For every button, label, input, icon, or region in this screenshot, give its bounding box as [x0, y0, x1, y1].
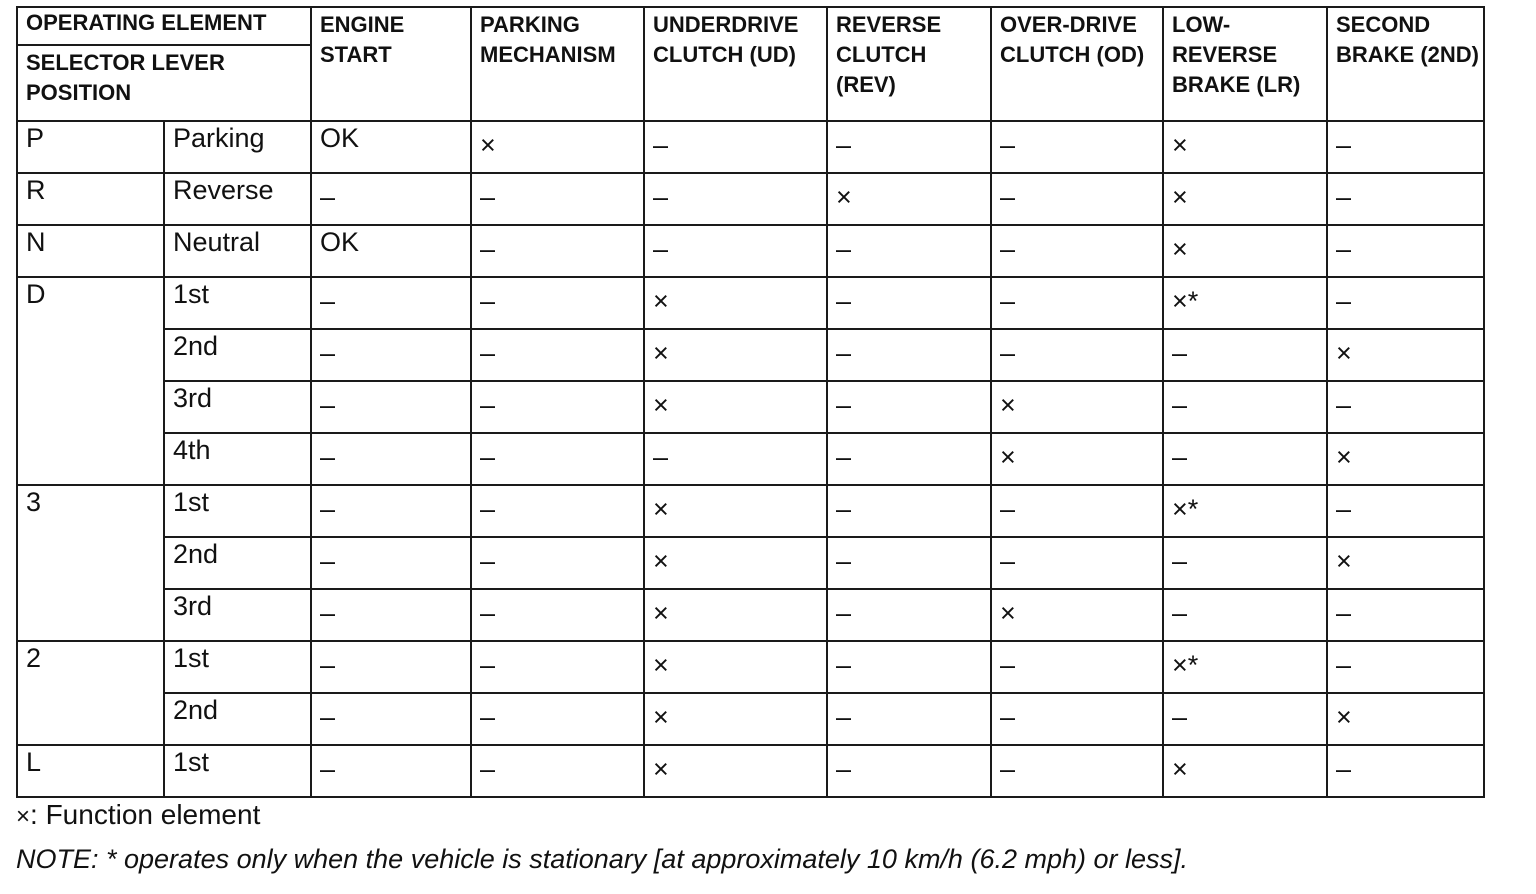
element-status-cell [1327, 121, 1484, 173]
function-element-mark: × [653, 494, 669, 524]
not-applicable-mark: – [1336, 390, 1352, 420]
not-applicable-mark: – [836, 546, 852, 576]
element-status-cell [1163, 173, 1327, 225]
element-status-cell [471, 485, 644, 537]
element-status-cell [311, 329, 471, 381]
not-applicable-mark: – [480, 546, 496, 576]
element-status-cell [644, 537, 827, 589]
element-status-cell [644, 693, 827, 745]
table-row [17, 381, 1484, 433]
element-status-cell [991, 173, 1163, 225]
not-applicable-mark: – [1172, 546, 1188, 576]
element-status-cell [827, 537, 991, 589]
element-status-cell: OK [311, 225, 471, 277]
table-row [17, 225, 1484, 277]
element-status-cell [1163, 537, 1327, 589]
element-status-cell [827, 693, 991, 745]
column-header-parking-mechanism: PARKING MECHANISM [471, 7, 644, 121]
operating-element-header: OPERATING ELEMENT [17, 7, 311, 45]
range-label-cell: 1st [164, 745, 311, 797]
not-applicable-mark: – [1336, 650, 1352, 680]
element-status-cell [311, 485, 471, 537]
element-status-cell [827, 121, 991, 173]
function-element-mark: × [653, 390, 669, 420]
column-header-reverse-clutch: REVERSE CLUTCH (REV) [827, 7, 991, 121]
element-status-cell [644, 381, 827, 433]
not-applicable-mark: – [1336, 494, 1352, 524]
element-status-cell [991, 641, 1163, 693]
element-status-cell [471, 537, 644, 589]
not-applicable-mark: – [480, 754, 496, 784]
not-applicable-mark: – [1336, 182, 1352, 212]
not-applicable-mark: – [1000, 650, 1016, 680]
function-element-mark: × [653, 702, 669, 732]
not-applicable-mark: – [836, 338, 852, 368]
element-status-cell [644, 277, 827, 329]
element-status-cell [827, 485, 991, 537]
element-status-cell [1327, 381, 1484, 433]
not-applicable-mark: – [1172, 338, 1188, 368]
column-header-low-reverse-brake: LOW-REVERSE BRAKE (LR) [1163, 7, 1327, 121]
not-applicable-mark: – [836, 598, 852, 628]
table-row [17, 485, 1484, 537]
element-status-cell [1163, 277, 1327, 329]
not-applicable-mark: – [1000, 494, 1016, 524]
element-status-cell [471, 433, 644, 485]
footnote: NOTE: * operates only when the vehicle is stationary [at approximately 10 km/h (6.2 mph) or less]. [16, 844, 1189, 874]
element-status-cell [1327, 589, 1484, 641]
not-applicable-mark: – [1336, 234, 1352, 264]
element-status-cell [471, 693, 644, 745]
element-status-cell [311, 589, 471, 641]
not-applicable-mark: – [480, 338, 496, 368]
element-status-cell [644, 589, 827, 641]
element-status-cell [1163, 329, 1327, 381]
element-status-cell [991, 381, 1163, 433]
table-row [17, 537, 1484, 589]
element-status-cell [1327, 329, 1484, 381]
element-status-cell [1327, 433, 1484, 485]
table-row [17, 745, 1484, 797]
not-applicable-mark: – [480, 182, 496, 212]
element-status-cell [311, 537, 471, 589]
not-applicable-mark: – [320, 494, 336, 524]
selector-position-cell: 2 [17, 641, 164, 745]
not-applicable-mark: – [1000, 754, 1016, 784]
column-header-underdrive-clutch: UNDERDRIVE CLUTCH (UD) [644, 7, 827, 121]
not-applicable-mark: – [1172, 390, 1188, 420]
element-status-cell [644, 485, 827, 537]
function-element-mark: × [653, 598, 669, 628]
not-applicable-mark: – [836, 442, 852, 472]
range-label-cell: Parking [164, 121, 311, 173]
not-applicable-mark: – [480, 598, 496, 628]
function-element-mark: × [1172, 130, 1188, 160]
function-element-mark: × [836, 182, 852, 212]
element-status-cell [991, 693, 1163, 745]
range-label-cell: 1st [164, 277, 311, 329]
range-label-cell: 2nd [164, 537, 311, 589]
function-element-symbol: × [16, 803, 31, 830]
legend-text: : Function element [30, 799, 261, 830]
table-row [17, 641, 1484, 693]
element-status-cell [991, 537, 1163, 589]
selector-lever-position-header: SELECTOR LEVER POSITION [17, 45, 311, 121]
function-element-mark: × [653, 338, 669, 368]
element-status-cell [1163, 693, 1327, 745]
range-label-cell: 3rd [164, 381, 311, 433]
element-status-cell [644, 641, 827, 693]
column-header-engine-start: ENGINE START [311, 7, 471, 121]
element-status-cell [991, 745, 1163, 797]
element-status-cell [1163, 485, 1327, 537]
element-status-cell [991, 589, 1163, 641]
not-applicable-mark: – [1000, 286, 1016, 316]
element-status-cell [471, 745, 644, 797]
not-applicable-mark: – [1000, 338, 1016, 368]
element-status-cell [471, 381, 644, 433]
not-applicable-mark: – [836, 390, 852, 420]
element-status-cell [827, 745, 991, 797]
not-applicable-mark: – [320, 390, 336, 420]
function-element-mark: × [1000, 442, 1016, 472]
column-header-overdrive-clutch: OVER-DRIVE CLUTCH (OD) [991, 7, 1163, 121]
not-applicable-mark: – [1336, 598, 1352, 628]
function-element-mark: ×* [1172, 494, 1199, 524]
range-label-cell: 1st [164, 485, 311, 537]
not-applicable-mark: – [1172, 598, 1188, 628]
element-status-cell [1163, 641, 1327, 693]
not-applicable-mark: – [653, 234, 669, 264]
element-status-cell [1327, 173, 1484, 225]
element-status-cell [827, 381, 991, 433]
element-status-cell [471, 121, 644, 173]
not-applicable-mark: – [653, 442, 669, 472]
element-status-cell [991, 277, 1163, 329]
element-status-cell [827, 589, 991, 641]
range-label-cell: 2nd [164, 693, 311, 745]
element-status-cell [1163, 121, 1327, 173]
range-label-cell: Reverse [164, 173, 311, 225]
selector-position-cell: R [17, 173, 164, 225]
table-row [17, 121, 1484, 173]
legend [16, 798, 260, 834]
table-body [17, 7, 1484, 797]
selector-position-cell: N [17, 225, 164, 277]
not-applicable-mark: – [1000, 234, 1016, 264]
selector-position-cell: L [17, 745, 164, 797]
selector-position-cell: 3 [17, 485, 164, 641]
element-status-cell [311, 277, 471, 329]
element-status-cell [827, 225, 991, 277]
not-applicable-mark: – [1000, 702, 1016, 732]
range-label-cell: 4th [164, 433, 311, 485]
not-applicable-mark: – [320, 650, 336, 680]
not-applicable-mark: – [1172, 702, 1188, 732]
not-applicable-mark: – [836, 494, 852, 524]
element-status-cell [827, 277, 991, 329]
element-status-cell [991, 329, 1163, 381]
not-applicable-mark: – [480, 494, 496, 524]
element-status-cell [471, 173, 644, 225]
not-applicable-mark: – [320, 182, 336, 212]
function-element-mark: ×* [1172, 286, 1199, 316]
not-applicable-mark: – [1000, 130, 1016, 160]
element-status-cell [827, 173, 991, 225]
not-applicable-mark: – [836, 702, 852, 732]
element-status-cell [1163, 589, 1327, 641]
function-element-mark: × [1000, 390, 1016, 420]
function-element-mark: × [1172, 234, 1188, 264]
element-status-cell [644, 329, 827, 381]
table-row [17, 173, 1484, 225]
element-status-cell [644, 745, 827, 797]
element-status-cell [644, 433, 827, 485]
function-element-mark: × [1000, 598, 1016, 628]
range-label-cell: 2nd [164, 329, 311, 381]
header-row [17, 7, 1484, 45]
table-row [17, 433, 1484, 485]
element-status-cell [1163, 225, 1327, 277]
element-status-cell [311, 381, 471, 433]
not-applicable-mark: – [320, 338, 336, 368]
not-applicable-mark: – [653, 182, 669, 212]
not-applicable-mark: – [320, 442, 336, 472]
operating-element-table [16, 6, 1485, 798]
not-applicable-mark: – [836, 286, 852, 316]
range-label-cell: 1st [164, 641, 311, 693]
table-row [17, 589, 1484, 641]
function-element-mark: × [1336, 702, 1352, 732]
not-applicable-mark: – [480, 442, 496, 472]
function-element-mark: × [1172, 182, 1188, 212]
element-status-cell [1163, 381, 1327, 433]
element-status-cell [827, 329, 991, 381]
element-status-cell [311, 641, 471, 693]
not-applicable-mark: – [320, 286, 336, 316]
not-applicable-mark: – [653, 130, 669, 160]
range-label-cell: 3rd [164, 589, 311, 641]
table-row [17, 277, 1484, 329]
function-element-mark: × [480, 130, 496, 160]
element-status-cell [311, 693, 471, 745]
element-status-cell: OK [311, 121, 471, 173]
element-status-cell [1327, 277, 1484, 329]
element-status-cell [471, 225, 644, 277]
element-status-cell [1327, 485, 1484, 537]
selector-position-cell: P [17, 121, 164, 173]
element-status-cell [311, 173, 471, 225]
not-applicable-mark: – [480, 234, 496, 264]
element-status-cell [1327, 537, 1484, 589]
element-status-cell [991, 225, 1163, 277]
element-status-cell [1327, 693, 1484, 745]
element-status-cell [827, 433, 991, 485]
function-element-mark: × [653, 546, 669, 576]
function-element-mark: × [1336, 338, 1352, 368]
column-header-second-brake: SECOND BRAKE (2ND) [1327, 7, 1484, 121]
function-element-mark: × [1336, 546, 1352, 576]
not-applicable-mark: – [836, 130, 852, 160]
not-applicable-mark: – [320, 546, 336, 576]
range-label-cell: Neutral [164, 225, 311, 277]
not-applicable-mark: – [1336, 130, 1352, 160]
not-applicable-mark: – [1336, 286, 1352, 316]
element-status-cell [644, 225, 827, 277]
function-element-mark: × [653, 650, 669, 680]
element-status-cell [311, 745, 471, 797]
element-status-cell [471, 329, 644, 381]
not-applicable-mark: – [320, 702, 336, 732]
not-applicable-mark: – [480, 390, 496, 420]
not-applicable-mark: – [1172, 442, 1188, 472]
function-element-mark: × [653, 286, 669, 316]
not-applicable-mark: – [836, 650, 852, 680]
table-row [17, 693, 1484, 745]
element-status-cell [311, 433, 471, 485]
not-applicable-mark: – [1000, 546, 1016, 576]
function-element-mark: ×* [1172, 650, 1199, 680]
not-applicable-mark: – [320, 754, 336, 784]
element-status-cell [1163, 433, 1327, 485]
element-status-cell [471, 277, 644, 329]
element-status-cell [644, 121, 827, 173]
not-applicable-mark: – [480, 650, 496, 680]
element-status-cell [471, 641, 644, 693]
element-status-cell [644, 173, 827, 225]
element-status-cell [991, 121, 1163, 173]
element-status-cell [991, 433, 1163, 485]
not-applicable-mark: – [836, 234, 852, 264]
not-applicable-mark: – [480, 286, 496, 316]
element-status-cell [1327, 745, 1484, 797]
not-applicable-mark: – [836, 754, 852, 784]
function-element-mark: × [1172, 754, 1188, 784]
element-status-cell [1163, 745, 1327, 797]
function-element-mark: × [1336, 442, 1352, 472]
selector-position-cell: D [17, 277, 164, 485]
element-status-cell [1327, 641, 1484, 693]
element-status-cell [471, 589, 644, 641]
not-applicable-mark: – [1000, 182, 1016, 212]
element-status-cell [991, 485, 1163, 537]
element-status-cell [1327, 225, 1484, 277]
function-element-mark: × [653, 754, 669, 784]
not-applicable-mark: – [1336, 754, 1352, 784]
table-row [17, 329, 1484, 381]
not-applicable-mark: – [480, 702, 496, 732]
not-applicable-mark: – [320, 598, 336, 628]
element-status-cell [827, 641, 991, 693]
